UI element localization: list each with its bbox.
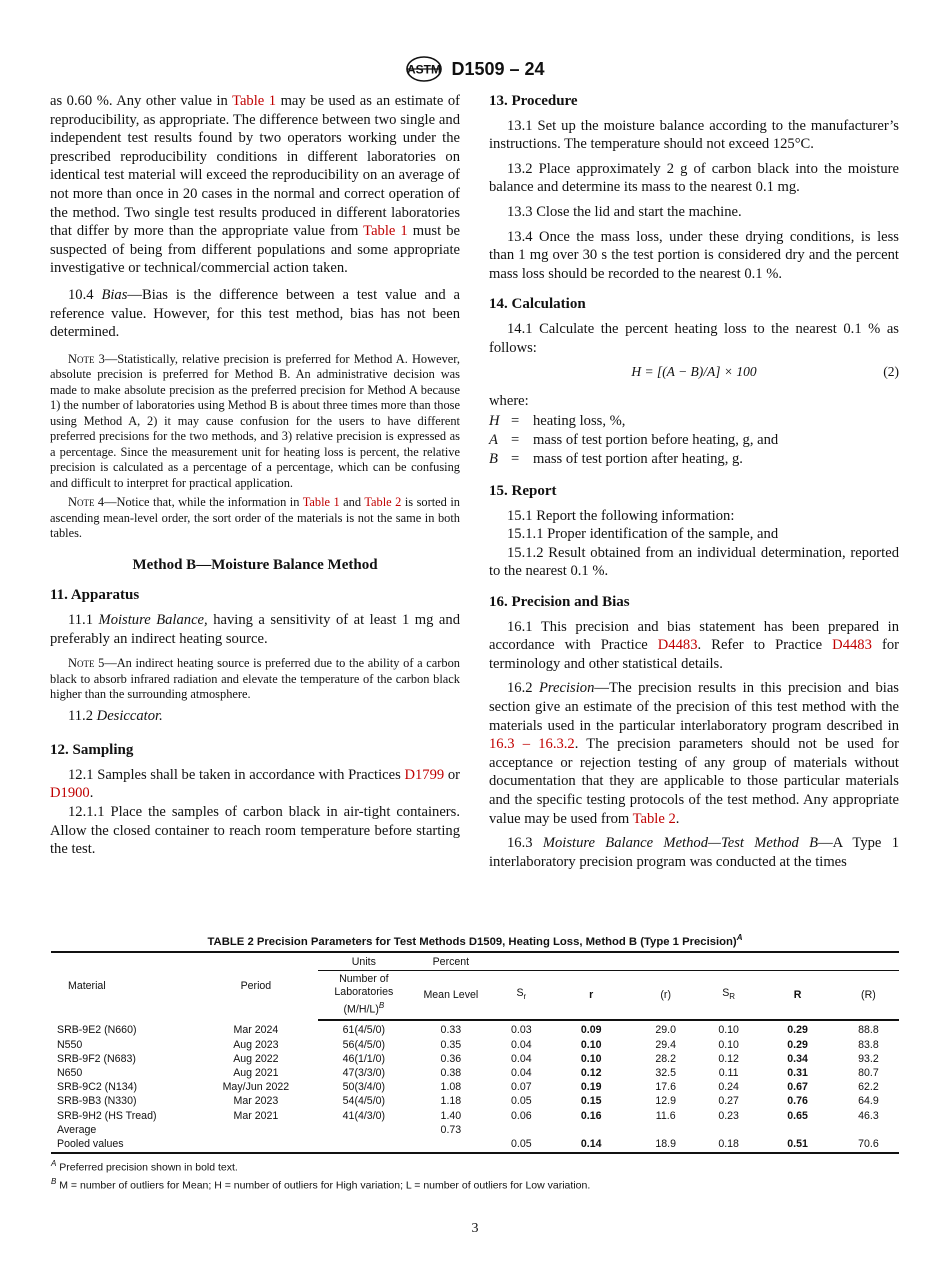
cell-R-pct (838, 1123, 899, 1137)
cell-sR: 0.18 (700, 1137, 757, 1153)
paragraph-13-3: 13.3 Close the lid and start the machine. (507, 203, 742, 220)
header-material: Material (51, 952, 194, 1021)
equation-number: (2) (883, 364, 899, 380)
cell-r-pct: 12.9 (655, 1095, 676, 1108)
cell-r-pct (631, 1123, 699, 1137)
cell-mean: 1.18 (440, 1095, 462, 1108)
text: 16.1 This precision and bias statement has been prepared in accordance with Practice (489, 618, 899, 654)
cell-r: 0.10 (580, 1038, 602, 1051)
header-text: S (722, 986, 730, 999)
table-2-link[interactable]: Table 2 (632, 810, 676, 827)
cell-mean: 0.38 (440, 1066, 462, 1079)
cell-r: 0.19 (580, 1081, 602, 1094)
cell-R: 0.67 (787, 1081, 808, 1094)
cell-r: 0.10 (580, 1052, 602, 1065)
definition-text: mass of test portion after heating, g. (533, 450, 743, 467)
section-15-heading: 15. Report (489, 483, 557, 500)
precision-table (51, 951, 899, 1154)
cell-labs: 47(3/3/0) (342, 1066, 386, 1079)
cell-material: N650 (57, 1066, 83, 1079)
cell-sr: 0.04 (511, 1038, 532, 1051)
equals: = (511, 413, 520, 430)
where-label: where: (489, 392, 529, 409)
cell-R-pct: 83.8 (858, 1038, 879, 1051)
cell-R-pct: 88.8 (858, 1024, 879, 1037)
table-row (51, 1038, 899, 1052)
section-number: 10.4 (68, 286, 102, 303)
text: . Refer to Practice (697, 637, 833, 654)
bias-paragraph (50, 286, 460, 342)
section-number: 16.2 (507, 680, 539, 697)
cell-R-pct: 70.6 (838, 1137, 899, 1153)
text: —Bias is the difference between a test value and a reference value. However, for this test method, bias has not been determined. (50, 286, 461, 341)
cell-material: Average (57, 1123, 97, 1136)
cell-sr: 0.03 (511, 1024, 532, 1037)
footnote-marker: A (736, 933, 743, 942)
cell-sr: 0.04 (511, 1052, 532, 1065)
cell-period (194, 1137, 318, 1153)
header-sR (700, 970, 757, 1020)
cell-r: 0.12 (580, 1066, 602, 1079)
term: Precision (539, 680, 595, 697)
cell-r (551, 1123, 632, 1137)
table-row (51, 1066, 899, 1080)
cell-sR: 0.12 (718, 1052, 739, 1065)
cell-sR: 0.24 (718, 1081, 739, 1094)
cell-labs: 41(4/3/0) (342, 1109, 386, 1122)
definition-text: heating loss, %, (533, 413, 626, 430)
cell-sR: 0.10 (718, 1024, 739, 1037)
astm-logo-icon (405, 55, 443, 83)
cell-mean: 1.08 (440, 1081, 462, 1094)
header-mean-level: Mean Level (410, 970, 492, 1020)
section-11-heading: 11. Apparatus (50, 587, 140, 604)
header-line: Laboratories (334, 985, 394, 998)
cell-r-pct: 32.5 (655, 1066, 676, 1079)
paragraph-16-2 (489, 679, 899, 828)
text: —A Type 1 interlaboratory precision program was conducted at the times (489, 835, 899, 870)
header-R-pct: (R) (838, 970, 899, 1020)
header-R: R (757, 970, 838, 1020)
page-header (0, 55, 950, 83)
cell-material: SRB-9F2 (N683) (57, 1052, 136, 1065)
cell-R: 0.31 (787, 1066, 808, 1079)
cell-r: 0.14 (551, 1137, 632, 1153)
cell-R: 0.76 (787, 1095, 808, 1108)
page-number: 3 (471, 1221, 479, 1236)
header-line: Number of (339, 972, 389, 985)
d4483-link[interactable]: D4483 (657, 637, 698, 654)
paragraph-15-1-1: 15.1.1 Proper identification of the sample, and (507, 526, 779, 543)
cell-material: SRB-9H2 (HS Tread) (57, 1109, 157, 1122)
cell-R: 0.51 (757, 1137, 838, 1153)
definition-h (489, 412, 899, 431)
cell-r: 0.15 (580, 1095, 602, 1108)
reproducibility-paragraph (50, 92, 460, 278)
text: —The precision results in this precision and bias section give an estimate of the precision of this test method with the materials used in the particular interlaboratory program described in (489, 680, 899, 734)
cell-r: 0.09 (580, 1024, 602, 1037)
section-number: 16.3 (507, 835, 543, 852)
cell-r-pct: 18.9 (631, 1137, 699, 1153)
symbol: H (489, 413, 500, 430)
cell-period: Mar 2024 (233, 1023, 279, 1036)
definition-text: mass of test portion before heating, g, and (533, 431, 779, 448)
paragraph-15-1: 15.1 Report the following information: (507, 507, 735, 524)
text: —Statistically, relative precision is preferred for Method A. However, absolute precision is preferred for Method B. An administrative decision was made to make absolute precision as the preferred precision for Method A because 1) the number of laboratories using Method B is about three times more than those using Method A, 2) it may cause confusion for the users to have different preferred precisions for the two methods, and 3) relative precision is expressed as a percentage. Since the measurement unit for heating loss is percent, the relative precision is calculated as a percentage of a percentage, which can be confusing and difficult to interpret for practical application. (50, 351, 460, 490)
table-row (51, 1109, 899, 1123)
d1900-link[interactable]: D1900 (50, 785, 90, 802)
cell-labs: 61(4/5/0) (342, 1024, 386, 1037)
term: Moisture Balance, (98, 611, 208, 628)
cell-period (194, 1123, 318, 1137)
table-title-text: TABLE 2 Precision Parameters for Test Methods D1509, Heating Loss, Method B (Type 1 Precision) (207, 935, 737, 948)
table-1-link[interactable]: Table 1 (363, 223, 408, 240)
paragraph-13-1: 13.1 Set up the moisture balance according to the manufacturer’s instructions. The temperature should not exceed 125°C. (489, 117, 899, 153)
cell-r-pct: 29.4 (655, 1038, 676, 1051)
cell-R: 0.34 (787, 1052, 808, 1065)
header-sr (492, 970, 551, 1020)
footnote-marker: B (378, 1000, 385, 1010)
cell-labs: 54(4/5/0) (342, 1095, 386, 1108)
header-line: (M/H/L) (343, 1003, 379, 1016)
cell-mean (410, 1137, 492, 1153)
paragraph-13-2: 13.2 Place approximately 2 g of carbon black into the moisture balance and determine its mass to the nearest 0.1 mg. (489, 160, 899, 196)
paragraph-16-3 (489, 834, 899, 871)
text: is sorted in ascending mean-level order, the sort order of the materials is not the same in both tables. (50, 495, 460, 541)
subscript: R (729, 992, 736, 1002)
symbol: A (489, 431, 498, 448)
svg-text:ASTM: ASTM (407, 62, 442, 77)
equals: = (511, 431, 520, 448)
text: . The precision parameters should not be used for acceptance or rejection testing of any group of materials without documentation that they are applicable to those particular materials and the specific testing protocols of the test method. Any appropriate value may be used from (489, 736, 899, 827)
cell-r-pct: 17.6 (655, 1081, 676, 1094)
section-number: 11.1 (68, 611, 99, 628)
cell-labs: 50(3/4/0) (342, 1081, 386, 1094)
cell-material: SRB-9C2 (N134) (57, 1081, 138, 1094)
text: —An indirect heating source is preferred due to the ability of a carbon black to absorb infrared radiation and elevate the temperature of the carbon black higher than the surrounding atmosphere. (50, 656, 460, 702)
table-2-link[interactable]: Table 2 (364, 495, 402, 510)
cell-mean: 1.40 (440, 1109, 462, 1122)
cell-R-pct: 64.9 (858, 1095, 879, 1108)
text: 12.1 Samples shall be taken in accordance with Practices (68, 766, 405, 783)
cell-R-pct: 80.7 (858, 1066, 879, 1079)
cell-period: Aug 2023 (233, 1038, 279, 1051)
table-row-average (51, 1123, 899, 1137)
cell-labs: 46(1/1/0) (342, 1052, 386, 1065)
text: . (675, 810, 680, 827)
cell-r-pct: 28.2 (655, 1052, 676, 1065)
cell-material: N550 (57, 1038, 83, 1051)
cell-sR: 0.10 (718, 1038, 739, 1051)
header-labs (318, 970, 410, 1020)
cell-R (757, 1123, 838, 1137)
units-rule (492, 952, 899, 971)
header-period: Period (194, 952, 318, 1021)
paragraph-12-1 (50, 766, 460, 803)
cell-labs (318, 1123, 410, 1137)
cell-period: Aug 2021 (233, 1066, 279, 1079)
paragraph-11-2 (50, 707, 460, 726)
table-row-pooled (51, 1137, 899, 1153)
text: and (339, 495, 365, 510)
equation-2 (489, 363, 899, 382)
header-r: r (551, 970, 632, 1020)
cell-sr: 0.05 (511, 1095, 532, 1108)
cell-sR (700, 1123, 757, 1137)
note-3 (50, 352, 460, 492)
cell-sR: 0.27 (718, 1095, 739, 1108)
cell-R: 0.29 (787, 1038, 808, 1051)
table-2-title (51, 933, 899, 948)
cell-sr: 0.07 (511, 1081, 532, 1094)
text: as 0.60 %. Any other value in (50, 93, 233, 109)
variable-definitions (489, 412, 899, 468)
footnote-marker: A (51, 1159, 57, 1169)
header-text: S (516, 986, 524, 999)
table-2 (51, 933, 899, 1192)
footnote-marker: B (51, 1176, 57, 1186)
right-column (489, 92, 899, 877)
cell-material: SRB-9E2 (N660) (57, 1023, 137, 1036)
footnote-b (51, 1175, 899, 1193)
cell-R: 0.29 (787, 1024, 808, 1037)
table-footnotes (51, 1157, 899, 1192)
header-r-pct: (r) (631, 970, 699, 1020)
cell-r-pct: 29.0 (655, 1024, 676, 1037)
d1799-link[interactable]: D1799 (404, 766, 445, 783)
footnote-text: Preferred precision shown in bold text. (56, 1161, 238, 1174)
equals: = (511, 450, 520, 467)
left-column (50, 92, 460, 865)
text: having a sensitivity of at least 1 mg and preferably an indirect heating source. (50, 611, 461, 647)
text: for terminology and other statistical details. (489, 637, 899, 672)
section-14-heading: 14. Calculation (489, 296, 586, 313)
cell-sr: 0.04 (511, 1066, 532, 1079)
definition-a (489, 431, 899, 450)
note-label: Note 3 (68, 351, 105, 366)
section-16-3-link[interactable]: 16.3 – 16.3.2 (489, 736, 575, 753)
cell-period: Mar 2023 (233, 1095, 279, 1108)
section-number: 11.2 (68, 707, 97, 724)
header-percent: Percent (410, 952, 492, 971)
cell-sr (492, 1123, 551, 1137)
note-5 (50, 656, 460, 703)
paragraph-15-1-2: 15.1.2 Result obtained from an individual determination, reported to the nearest 0.1 %. (489, 544, 899, 580)
table-row (51, 1052, 899, 1066)
cell-sr: 0.05 (492, 1137, 551, 1153)
note-label: Note 4 (68, 495, 105, 510)
definition-b (489, 450, 899, 469)
document-id: D1509 – 24 (451, 58, 545, 79)
cell-mean: 0.36 (440, 1052, 462, 1065)
cell-R: 0.65 (787, 1109, 808, 1122)
table-row (51, 1080, 899, 1094)
d4483-link[interactable]: D4483 (832, 637, 872, 654)
note-label: Note 5 (68, 656, 105, 671)
equation-text: H = [(A − B)/A] × 100 (631, 364, 757, 380)
paragraph-14-1: 14.1 Calculate the percent heating loss to the nearest 0.1 % as follows: (489, 320, 899, 356)
cell-sR: 0.11 (718, 1066, 739, 1079)
section-16-heading: 16. Precision and Bias (489, 594, 630, 611)
cell-period: May/Jun 2022 (222, 1081, 290, 1094)
paragraph-16-1 (489, 618, 899, 674)
cell-r-pct: 11.6 (655, 1109, 676, 1122)
header-units: Units (318, 952, 410, 971)
cell-R-pct: 93.2 (858, 1052, 879, 1065)
cell-period: Mar 2021 (233, 1109, 279, 1122)
cell-labs: 56(4/5/0) (342, 1038, 386, 1051)
term: Desiccator. (96, 707, 163, 724)
note-4 (50, 495, 460, 542)
term: Bias (101, 286, 128, 303)
table-1-link[interactable]: Table 1 (302, 495, 340, 510)
cell-material: Pooled values (51, 1137, 194, 1153)
paragraph-11-1 (50, 611, 460, 648)
footnote-text: M = number of outliers for Mean; H = number of outliers for High variation; L = number of outliers for Low variation. (56, 1179, 591, 1192)
cell-mean: 0.73 (440, 1123, 462, 1136)
table-row (51, 1020, 899, 1037)
text: may be used as an estimate of reproducibility, as appropriate. The difference between two single and independent test results found by two operators working under the prescribed reproducibility conditions in different laboratories on identical test material will exceed the reproducibility on an average of not more than once in 20 cases in the normal and correct operation of the method. Two single test results produced in different laboratories that differ by more than the appropriate value from (50, 93, 460, 240)
table-1-link[interactable]: Table 1 (232, 93, 277, 109)
cell-labs (318, 1137, 410, 1153)
cell-sr: 0.06 (511, 1109, 532, 1122)
cell-sR: 0.23 (718, 1109, 739, 1122)
cell-mean: 0.35 (440, 1038, 462, 1051)
symbol: B (489, 450, 498, 467)
table-row (51, 1094, 899, 1108)
cell-R-pct: 62.2 (858, 1081, 879, 1094)
text: . (89, 785, 94, 802)
subscript: r (523, 992, 527, 1002)
paragraph-13-4: 13.4 Once the mass loss, under these drying conditions, is less than 1 mg over 30 s the test portion is considered dry and the percent mass loss should be recorded to the nearest 0.1 %. (489, 228, 899, 282)
text: or (444, 766, 461, 783)
cell-period: Aug 2022 (233, 1052, 279, 1065)
term: Moisture Balance Method—Test Method B (542, 835, 819, 852)
cell-mean: 0.33 (440, 1024, 462, 1037)
text: must be suspected of being from different populations and some appropriate investigative or technical/commercial action taken. (50, 223, 460, 277)
section-13-heading: 13. Procedure (489, 93, 578, 109)
cell-material: SRB-9B3 (N330) (57, 1095, 137, 1108)
footnote-a (51, 1157, 899, 1175)
text: —Notice that, while the information in (104, 495, 303, 510)
cell-r: 0.16 (580, 1109, 602, 1122)
paragraph-12-1-1: 12.1.1 Place the samples of carbon black in air-tight containers. Allow the closed container to reach room temperature before starting the test. (50, 803, 460, 858)
method-b-title: Method B—Moisture Balance Method (132, 556, 378, 573)
cell-R-pct: 46.3 (858, 1109, 879, 1122)
section-12-heading: 12. Sampling (50, 742, 134, 759)
